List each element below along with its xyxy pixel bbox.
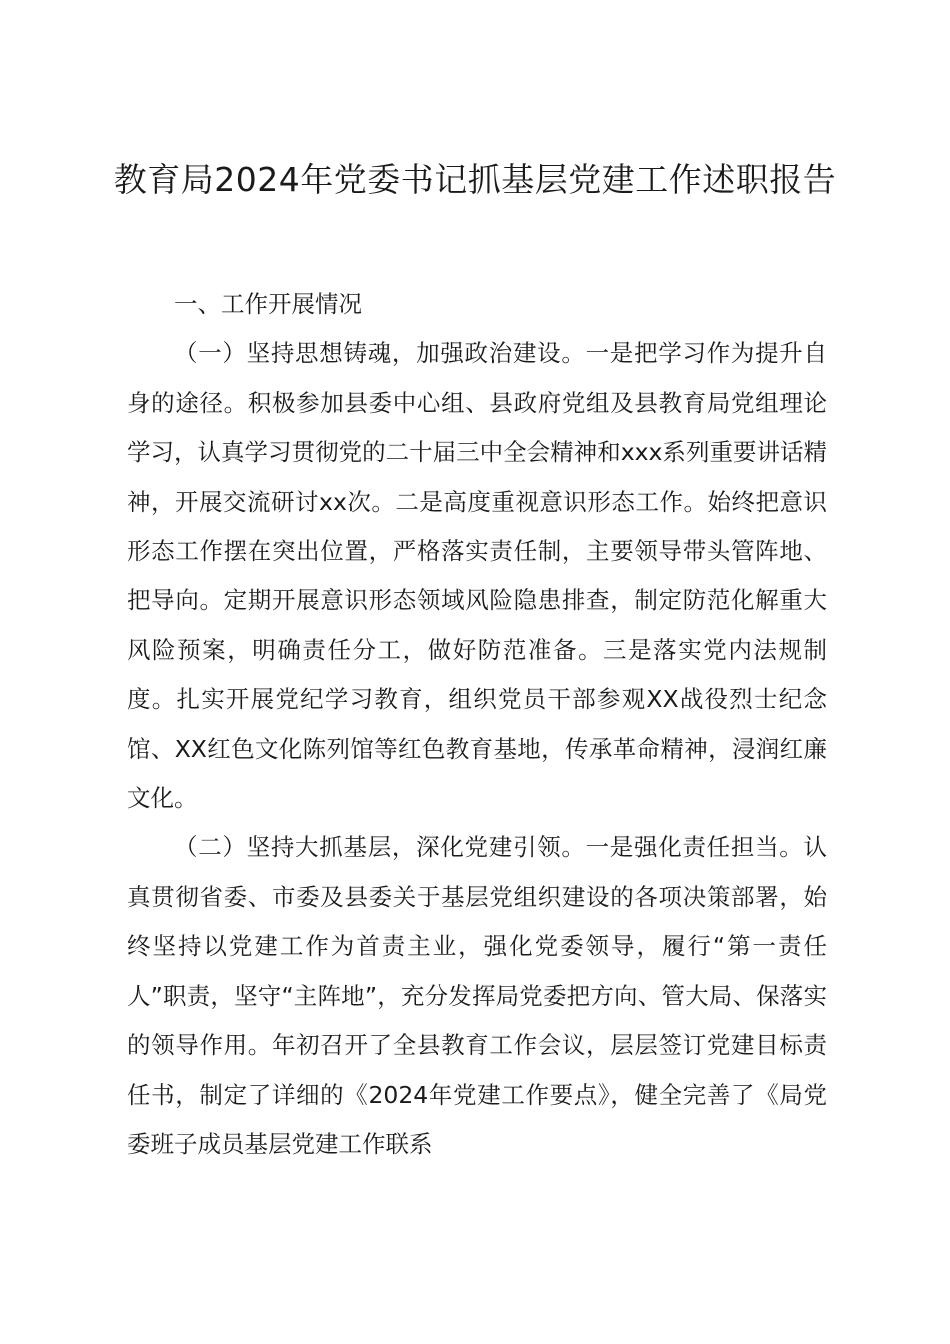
paragraph-2: （二）坚持大抓基层，深化党建引领。一是强化责任担当。认真贯彻省委、市委及县委关于基层党组织建设的各项决策部署，始终坚持以党建工作为首责主业，强化党委领导，履行“第一责任人”职责，坚守“主阵地”，充分发挥局党委把方向、管大局、保落实的领导作用。年初召开了全县教育工作会议，层层签订党建目标责任书，制定了详细的《2024年党建工作要点》，健全完善了《局党委班子成员基层党建工作联系 (127, 833, 827, 1158)
document-body (127, 280, 827, 1169)
paragraph-1: （一）坚持思想铸魂，加强政治建设。一是把学习作为提升自身的途径。积极参加县委中心组、县政府党组及县教育局党组理论学习，认真学习贯彻党的二十届三中全会精神和xxx系列重要讲话精神，开展交流研讨xx次。二是高度重视意识形态工作。始终把意识形态工作摆在突出位置，严格落实责任制，主要领导带头管阵地、把导向。定期开展意识形态领域风险隐患排查，制定防范化解重大风险预案，明确责任分工，做好防范准备。三是落实党内法规制度。扎实开展党纪学习教育，组织党员干部参观XX战役烈士纪念馆、XX红色文化陈列馆等红色教育基地，传承革命精神，浸润红廉文化。 (127, 339, 827, 813)
document-title: 教育局2024年党委书记抓基层党建工作述职报告 (113, 160, 837, 199)
section-heading: 一、工作开展情况 (174, 290, 362, 318)
